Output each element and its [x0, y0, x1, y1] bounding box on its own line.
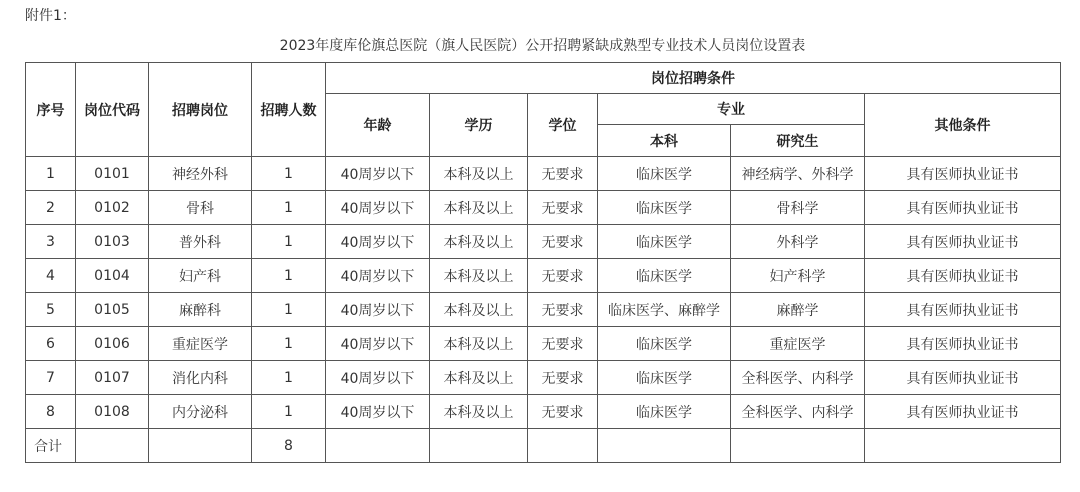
empty-cell: [149, 429, 252, 463]
cell-education: 本科及以上: [430, 361, 528, 395]
empty-cell: [430, 429, 528, 463]
cell-undergrad: 临床医学: [598, 225, 731, 259]
cell-age: 40周岁以下: [326, 157, 430, 191]
cell-count: 1: [252, 191, 326, 225]
cell-other: 具有医师执业证书: [865, 395, 1061, 429]
cell-undergrad: 临床医学: [598, 157, 731, 191]
cell-graduate: 重症医学: [731, 327, 865, 361]
header-seq: 序号: [26, 63, 76, 157]
cell-position: 内分泌科: [149, 395, 252, 429]
cell-seq: 5: [26, 293, 76, 327]
cell-undergrad: 临床医学: [598, 191, 731, 225]
cell-degree: 无要求: [528, 293, 598, 327]
cell-undergrad: 临床医学: [598, 327, 731, 361]
table-row: [26, 191, 1061, 225]
cell-seq: 3: [26, 225, 76, 259]
cell-undergrad: 临床医学: [598, 259, 731, 293]
cell-degree: 无要求: [528, 191, 598, 225]
empty-cell: [76, 429, 149, 463]
cell-other: 具有医师执业证书: [865, 225, 1061, 259]
cell-code: 0103: [76, 225, 149, 259]
table-row: [26, 157, 1061, 191]
cell-education: 本科及以上: [430, 395, 528, 429]
cell-other: 具有医师执业证书: [865, 157, 1061, 191]
empty-cell: [865, 429, 1061, 463]
cell-position: 重症医学: [149, 327, 252, 361]
cell-code: 0101: [76, 157, 149, 191]
cell-age: 40周岁以下: [326, 259, 430, 293]
cell-education: 本科及以上: [430, 157, 528, 191]
cell-other: 具有医师执业证书: [865, 327, 1061, 361]
cell-graduate: 骨科学: [731, 191, 865, 225]
cell-education: 本科及以上: [430, 225, 528, 259]
cell-graduate: 外科学: [731, 225, 865, 259]
cell-count: 1: [252, 395, 326, 429]
cell-position: 神经外科: [149, 157, 252, 191]
empty-cell: [528, 429, 598, 463]
cell-count: 1: [252, 157, 326, 191]
table-row: [26, 225, 1061, 259]
cell-graduate: 妇产科学: [731, 259, 865, 293]
header-count: 招聘人数: [252, 63, 326, 157]
header-other: 其他条件: [865, 94, 1061, 157]
cell-education: 本科及以上: [430, 327, 528, 361]
table-row: [26, 361, 1061, 395]
position-table: [25, 62, 1061, 463]
cell-seq: 1: [26, 157, 76, 191]
cell-graduate: 全科医学、内科学: [731, 361, 865, 395]
cell-other: 具有医师执业证书: [865, 361, 1061, 395]
header-code: 岗位代码: [76, 63, 149, 157]
header-position: 招聘岗位: [149, 63, 252, 157]
empty-cell: [598, 429, 731, 463]
cell-count: 1: [252, 259, 326, 293]
cell-other: 具有医师执业证书: [865, 191, 1061, 225]
cell-position: 麻醉科: [149, 293, 252, 327]
cell-degree: 无要求: [528, 157, 598, 191]
cell-other: 具有医师执业证书: [865, 259, 1061, 293]
header-conditions: 岗位招聘条件: [326, 63, 1061, 94]
table-row: [26, 327, 1061, 361]
empty-cell: [731, 429, 865, 463]
table-row: [26, 395, 1061, 429]
table-row: [26, 259, 1061, 293]
cell-count: 1: [252, 225, 326, 259]
empty-cell: [326, 429, 430, 463]
cell-undergrad: 临床医学: [598, 361, 731, 395]
cell-count: 1: [252, 293, 326, 327]
cell-degree: 无要求: [528, 395, 598, 429]
cell-graduate: 全科医学、内科学: [731, 395, 865, 429]
cell-graduate: 麻醉学: [731, 293, 865, 327]
cell-age: 40周岁以下: [326, 191, 430, 225]
cell-undergrad: 临床医学: [598, 395, 731, 429]
cell-position: 普外科: [149, 225, 252, 259]
cell-undergrad: 临床医学、麻醉学: [598, 293, 731, 327]
cell-count: 1: [252, 327, 326, 361]
cell-degree: 无要求: [528, 327, 598, 361]
total-count: 8: [252, 429, 326, 463]
cell-graduate: 神经病学、外科学: [731, 157, 865, 191]
total-label: 合计: [26, 429, 76, 463]
cell-position: 妇产科: [149, 259, 252, 293]
cell-seq: 2: [26, 191, 76, 225]
cell-age: 40周岁以下: [326, 327, 430, 361]
cell-degree: 无要求: [528, 361, 598, 395]
header-age: 年龄: [326, 94, 430, 157]
cell-code: 0102: [76, 191, 149, 225]
cell-code: 0107: [76, 361, 149, 395]
cell-age: 40周岁以下: [326, 361, 430, 395]
cell-degree: 无要求: [528, 225, 598, 259]
table-row: [26, 293, 1061, 327]
cell-code: 0104: [76, 259, 149, 293]
header-degree: 学位: [528, 94, 598, 157]
header-row-1: [26, 63, 1061, 94]
cell-degree: 无要求: [528, 259, 598, 293]
cell-count: 1: [252, 361, 326, 395]
header-major: 专业: [598, 94, 865, 125]
cell-age: 40周岁以下: [326, 293, 430, 327]
cell-code: 0105: [76, 293, 149, 327]
cell-code: 0106: [76, 327, 149, 361]
attachment-label: 附件1：: [25, 8, 76, 24]
cell-seq: 7: [26, 361, 76, 395]
cell-education: 本科及以上: [430, 293, 528, 327]
document-title: 2023年度库伦旗总医院（旗人民医院）公开招聘紧缺成熟型专业技术人员岗位设置表: [279, 38, 806, 54]
header-graduate: 研究生: [731, 125, 865, 157]
total-row: [26, 429, 1061, 463]
cell-seq: 4: [26, 259, 76, 293]
cell-education: 本科及以上: [430, 191, 528, 225]
cell-code: 0108: [76, 395, 149, 429]
cell-position: 骨科: [149, 191, 252, 225]
cell-seq: 8: [26, 395, 76, 429]
cell-other: 具有医师执业证书: [865, 293, 1061, 327]
header-undergrad: 本科: [598, 125, 731, 157]
cell-age: 40周岁以下: [326, 395, 430, 429]
header-education: 学历: [430, 94, 528, 157]
cell-education: 本科及以上: [430, 259, 528, 293]
cell-age: 40周岁以下: [326, 225, 430, 259]
cell-position: 消化内科: [149, 361, 252, 395]
cell-seq: 6: [26, 327, 76, 361]
